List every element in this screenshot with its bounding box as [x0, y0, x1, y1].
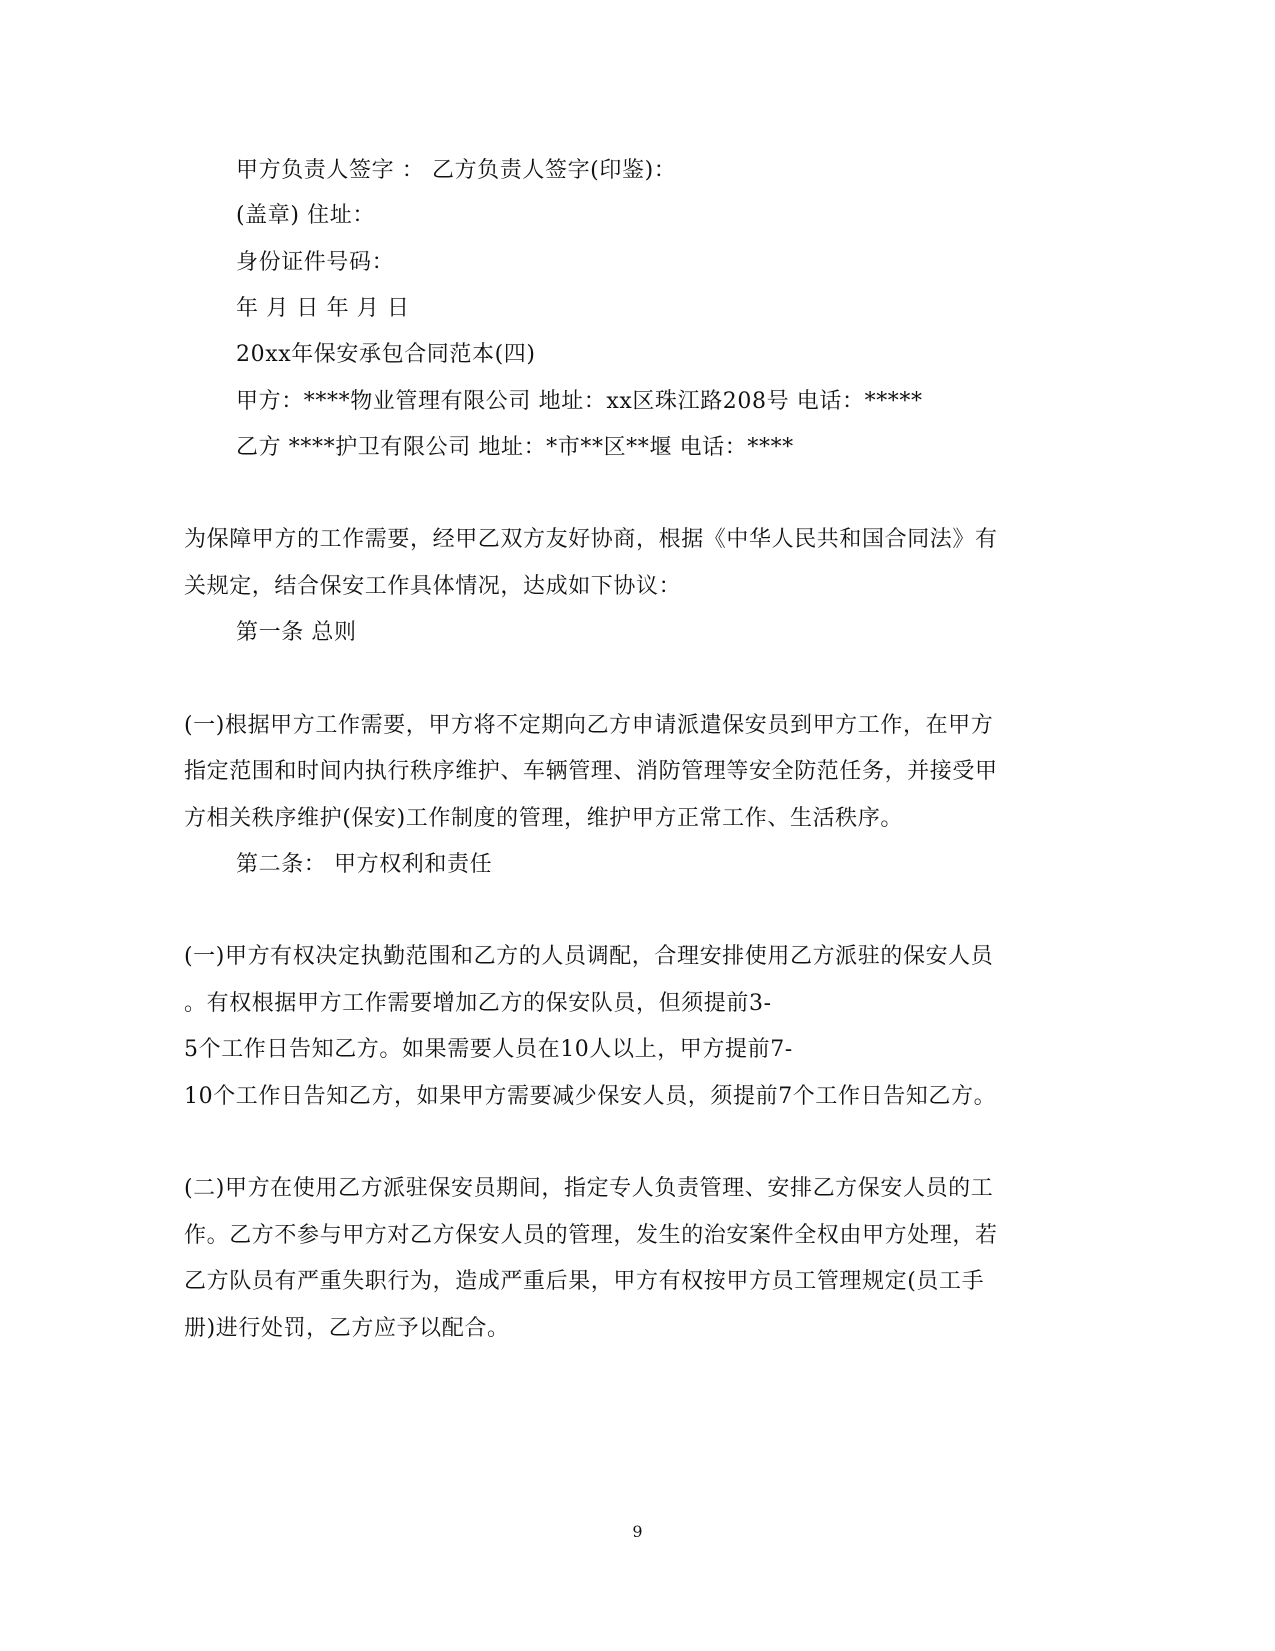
article2-item1-line-3: 5个工作日告知乙方。如果需要人员在10人以上，甲方提前7- [184, 1037, 793, 1062]
article2-item2-line-2: 作。乙方不参与甲方对乙方保安人员的管理，发生的治安案件全权由甲方处理，若 [184, 1223, 998, 1248]
article2-item1-line-4: 10个工作日告知乙方，如果甲方需要减少保安人员，须提前7个工作日告知乙方。 [184, 1084, 997, 1109]
article2-item1-line-2: 。有权根据甲方工作需要增加乙方的保安队员，但须提前3- [184, 991, 772, 1016]
signature-line-2: (盖章) 住址： [236, 203, 375, 228]
contract-title: 20xx年保安承包合同范本(四) [236, 342, 536, 367]
article2-heading: 第二条： 甲方权利和责任 [236, 852, 493, 877]
party-b-info: 乙方 ****护卫有限公司 地址：*市**区**堰 电话：**** [236, 435, 794, 460]
article2-item2-line-1: (二)甲方在使用乙方派驻保安员期间，指定专人负责管理、安排乙方保安人员的工 [184, 1176, 994, 1201]
preamble-line-1: 为保障甲方的工作需要，经甲乙双方友好协商，根据《中华人民共和国合同法》有 [184, 527, 998, 552]
party-a-info: 甲方：****物业管理有限公司 地址：xx区珠江路208号 电话：***** [236, 389, 923, 414]
article1-heading: 第一条 总则 [236, 620, 357, 645]
article2-item2-line-3: 乙方队员有严重失职行为，造成严重后果，甲方有权按甲方员工管理规定(员工手 [184, 1269, 985, 1294]
signature-date-line: 年 月 日 年 月 日 [236, 296, 410, 321]
article1-item1-line-2: 指定范围和时间内执行秩序维护、车辆管理、消防管理等安全防范任务，并接受甲 [184, 759, 998, 784]
signature-line-3: 身份证件号码： [236, 250, 395, 275]
preamble-line-2: 关规定，结合保安工作具体情况，达成如下协议： [184, 574, 682, 599]
signature-line-1: 甲方负责人签字 ： 乙方负责人签字(印鉴)： [236, 158, 677, 183]
article2-item1-line-1: (一)甲方有权决定执勤范围和乙方的人员调配，合理安排使用乙方派驻的保安人员 [184, 944, 994, 969]
page-number: 9 [632, 1522, 643, 1541]
article1-item1-line-3: 方相关秩序维护(保安)工作制度的管理，维护甲方正常工作、生活秩序。 [184, 806, 903, 831]
article1-item1-line-1: (一)根据甲方工作需要，甲方将不定期向乙方申请派遣保安员到甲方工作，在甲方 [184, 713, 994, 738]
article2-item2-line-4: 册)进行处罚，乙方应予以配合。 [184, 1316, 510, 1341]
